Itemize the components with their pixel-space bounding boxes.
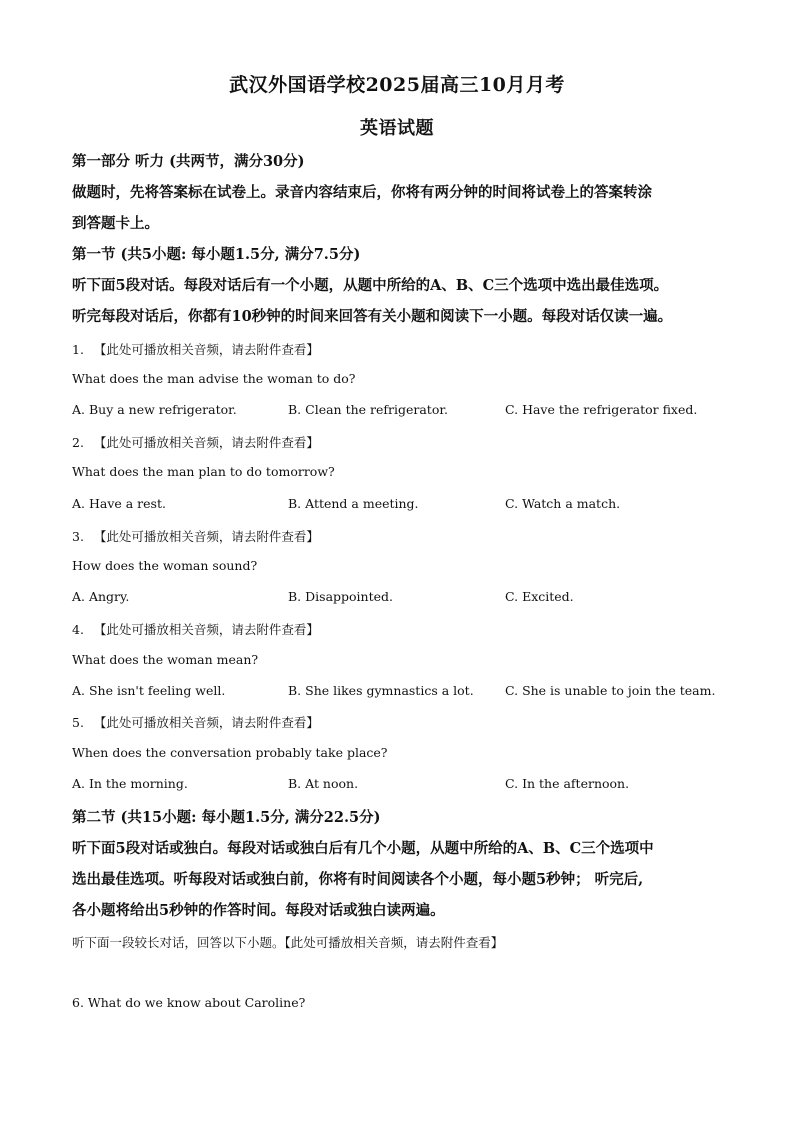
section1-instructions-line1: 听下面5段对话。每段对话后有一个小题，从题中所给的A、B、C三个选项中选出最佳选项。: [72, 277, 669, 294]
section1-heading: 第一节 (共5小题: 每小题1.5分, 满分7.5分): [72, 246, 361, 263]
question-number: 3.: [72, 529, 84, 544]
option-c: C. Excited.: [505, 589, 574, 604]
section2-instructions-line3: 各小题将给出5秒钟的作答时间。每段对话或独白读两遍。: [72, 902, 445, 919]
exam-subtitle: 英语试题: [360, 118, 434, 139]
audio-note[interactable]: 【此处可播放相关音频，请去附件查看】: [93, 435, 319, 450]
audio-note[interactable]: 【此处可播放相关音频，请去附件查看】: [93, 622, 319, 637]
option-a: A. Angry.: [72, 589, 130, 604]
part1-heading: 第一部分 听力 (共两节，满分30分): [72, 153, 305, 170]
option-a: A. Buy a new refrigerator.: [72, 402, 237, 417]
section2-instructions-line1: 听下面5段对话或独白。每段对话或独白后有几个小题，从题中所给的A、B、C三个选项中: [72, 840, 654, 857]
option-c: C. She is unable to join the team.: [505, 683, 716, 698]
part1-instructions-line1: 做题时，先将答案标在试卷上。录音内容结束后，你将有两分钟的时间将试卷上的答案转涂: [72, 184, 652, 201]
audio-note[interactable]: 【此处可播放相关音频，请去附件查看】: [93, 342, 319, 357]
option-a: A. She isn't feeling well.: [72, 683, 226, 698]
audio-note[interactable]: 【此处可播放相关音频，请去附件查看】: [93, 715, 319, 730]
long-dialogue-note[interactable]: 听下面一段较长对话，回答以下小题。【此处可播放相关音频，请去附件查看】: [72, 935, 504, 950]
question-6-text: 6. What do we know about Caroline?: [72, 995, 306, 1010]
question-number: 2.: [72, 435, 84, 450]
question-audio-note: [72, 713, 319, 731]
question-audio-note: [72, 433, 319, 451]
question-audio-note: [72, 620, 319, 638]
option-c: C. In the afternoon.: [505, 776, 630, 791]
option-b: B. Disappointed.: [288, 589, 393, 604]
question-audio-note: [72, 527, 319, 545]
option-c: C. Have the refrigerator fixed.: [505, 402, 698, 417]
question-text: How does the woman sound?: [72, 558, 258, 573]
question-number: 4.: [72, 622, 84, 637]
option-a: A. Have a rest.: [72, 496, 166, 511]
question-audio-note: [72, 340, 319, 358]
section2-heading: 第二节 (共15小题: 每小题1.5分, 满分22.5分): [72, 809, 381, 826]
question-number: 1.: [72, 342, 84, 357]
part1-instructions-line2: 到答题卡上。: [72, 215, 159, 232]
question-text: What does the woman mean?: [72, 652, 259, 667]
question-text: What does the man advise the woman to do?: [72, 371, 356, 386]
exam-title: 武汉外国语学校2025届高三10月月考: [229, 74, 565, 96]
audio-note[interactable]: 【此处可播放相关音频，请去附件查看】: [93, 529, 319, 544]
question-number: 5.: [72, 715, 84, 730]
section2-instructions-line2: 选出最佳选项。听每段对话或独白前，你将有时间阅读各个小题，每小题5秒钟； 听完后,: [72, 871, 644, 888]
question-text: What does the man plan to do tomorrow?: [72, 464, 335, 479]
section1-instructions-line2: 听完每段对话后，你都有10秒钟的时间来回答有关小题和阅读下一小题。每段对话仅读一遍。: [72, 308, 673, 325]
option-c: C. Watch a match.: [505, 496, 621, 511]
option-b: B. At noon.: [288, 776, 359, 791]
option-b: B. She likes gymnastics a lot.: [288, 683, 474, 698]
option-b: B. Attend a meeting.: [288, 496, 419, 511]
question-text: When does the conversation probably take place?: [72, 745, 388, 760]
option-a: A. In the morning.: [72, 776, 188, 791]
option-b: B. Clean the refrigerator.: [288, 402, 448, 417]
